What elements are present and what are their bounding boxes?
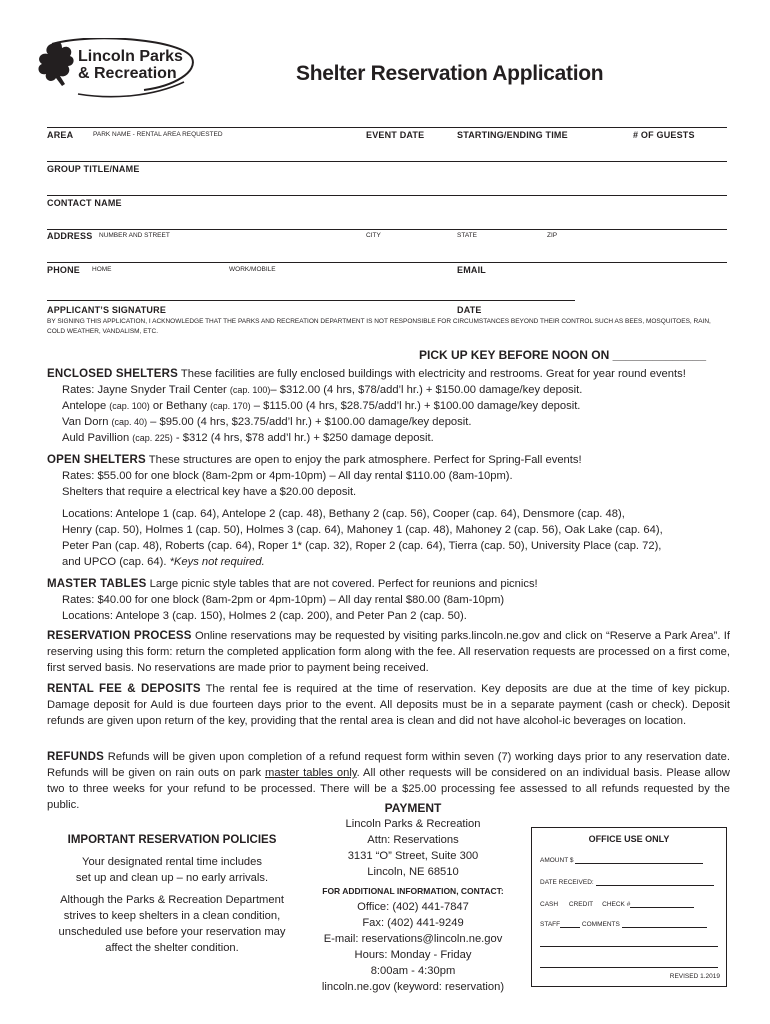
enclosed-section [47, 366, 730, 446]
fees-section [47, 681, 730, 729]
city-label: CITY [366, 232, 381, 239]
email-label: EMAIL [457, 265, 486, 275]
revised-date: REVISED 1.2019 [669, 973, 720, 980]
enclosed-intro: These facilities are fully enclosed buildings with electricity and restrooms. Great for year round events! [177, 368, 686, 380]
phone-label: PHONE [47, 265, 81, 275]
refunds-heading: REFUNDS [47, 751, 104, 763]
rule-address [47, 229, 727, 230]
office-rule-2 [540, 967, 718, 968]
rule-phone [47, 262, 727, 263]
policy-2d: affect the shelter condition. [105, 942, 239, 954]
policy-2c: unscheduled use before your reservation may [58, 926, 286, 938]
amount-field: AMOUNT $ [540, 857, 703, 864]
fees-text: The rental fee is required at the time of reservation. Key deposits are due at the time of key pickup. Damage deposit for Auld is due fourteen days prior to the event. All deposits must be in a separate payment (cash or check). Deposit refunds are given upon return of the key, providing that the rental area is clean and did not have alcohol-ic beverages on location. [47, 683, 730, 727]
oak-leaf-icon [39, 42, 74, 86]
start-end-time-label: STARTING/ENDING TIME [457, 130, 568, 140]
date-received-field: DATE RECEIVED: [540, 879, 714, 886]
master-section [47, 576, 730, 624]
master-locations: Locations: Antelope 3 (cap. 150), Holmes 2 (cap. 200), and Peter Pan 2 (cap. 50). [62, 610, 467, 622]
work-phone-label: WORK/MOBILE [229, 266, 276, 273]
address-label: ADDRESS [47, 231, 93, 241]
event-date-label: EVENT DATE [366, 130, 425, 140]
open-heading: OPEN SHELTERS [47, 454, 146, 466]
contact-info-heading: FOR ADDITIONAL INFORMATION, CONTACT: [322, 886, 504, 896]
office-phone: Office: (402) 441-7847 [357, 901, 469, 913]
payment-heading: PAYMENT [384, 801, 442, 815]
rule-group [47, 161, 727, 162]
guests-label: # OF GUESTS [633, 130, 695, 140]
pickup-key-notice: PICK UP KEY BEFORE NOON ON ______________ [419, 348, 707, 362]
refunds-text-2: . All other requests will be considered on an individual basis. Please allow two to three weeks for your refund to be processed. There will be a $25.00 processing fee assessed to all refunds requested by the public. [47, 767, 730, 811]
master-heading: MASTER TABLES [47, 578, 147, 590]
open-locations-1: Locations: Antelope 1 (cap. 64), Antelope 2 (cap. 48), Bethany 2 (cap. 56), Cooper (cap. 64), Densmore (cap. 48), [62, 508, 625, 520]
open-locations-2: Henry (cap. 50), Holmes 1 (cap. 50), Holmes 3 (cap. 64), Mahoney 1 (cap. 48), Mahoney 2 (cap. 56), Oak Lake (cap. 64), [62, 524, 663, 536]
enclosed-rate-4: Auld Pavillion (cap. 225) - $312 (4 hrs, $78 add’l hr.) + $250 damage deposit. [62, 432, 434, 444]
open-intro: These structures are open to enjoy the park atmosphere. Perfect for Spring-Fall events! [145, 454, 582, 466]
area-sub-label: PARK NAME - RENTAL AREA REQUESTED [93, 131, 223, 138]
payment-method-field: CASH CREDIT CHECK # [540, 901, 694, 908]
payment-section [303, 800, 523, 995]
rule-area [47, 127, 727, 128]
master-intro: Large picnic style tables that are not covered. Perfect for reunions and picnics! [146, 578, 538, 590]
area-label: AREA [47, 130, 74, 140]
policy-1b: set up and clean up – no early arrivals. [75, 872, 269, 884]
open-locations-4: and UPCO (cap. 64). *Keys not required. [62, 556, 265, 568]
payment-line-4: Lincoln, NE 68510 [367, 866, 459, 878]
fax-number: Fax: (402) 441-9249 [362, 917, 464, 929]
zip-label: ZIP [547, 232, 558, 239]
payment-line-1: Lincoln Parks & Recreation [345, 818, 481, 830]
policy-1a: Your designated rental time includes [82, 856, 262, 868]
policy-2b: strives to keep shelters in a clean condition, [63, 910, 281, 922]
signature-label: APPLICANT’S SIGNATURE [47, 305, 167, 315]
fees-heading: RENTAL FEE & DEPOSITS [47, 683, 201, 695]
process-text: Online reservations may be requested by visiting parks.lincoln.ne.gov and click on “Reserve a Park Area”. If reserving using this form: return the completed application form along with the fee. All reservation requests are processed on a first come, first served basis. No reservations are made prior to payment being received. [47, 630, 730, 674]
master-rate: Rates: $40.00 for one block (8am-2pm or 4pm-10pm) – All day rental $80.00 (8am-10pm) [62, 594, 505, 606]
enclosed-heading: ENCLOSED SHELTERS [47, 368, 178, 380]
rule-signature [47, 300, 575, 301]
group-label: GROUP TITLE/NAME [47, 164, 140, 174]
process-heading: RESERVATION PROCESS [47, 630, 192, 642]
rule-contact [47, 195, 727, 196]
payment-line-2: Attn: Reservations [367, 834, 459, 846]
office-use-title: OFFICE USE ONLY [588, 834, 670, 844]
payment-line-3: 3131 “O” Street, Suite 300 [347, 850, 479, 862]
org-line-1: Lincoln Parks [78, 48, 183, 65]
date-label: DATE [457, 305, 482, 315]
org-line-2: & Recreation [78, 65, 177, 82]
refunds-text-1: Refunds will be given upon completion of a refund request form within seven (7) working days prior to any reservation date. Refunds will be given on rain outs on park [47, 751, 730, 779]
office-hours: Hours: Monday - Friday [354, 949, 472, 961]
enclosed-rate-3: Van Dorn (cap. 40) – $95.00 (4 hrs, $23.75/add’l hr.) + $100.00 damage/key deposit. [62, 416, 472, 428]
home-phone-label: HOME [92, 266, 112, 273]
contact-email: E-mail: reservations@lincoln.ne.gov [323, 933, 503, 945]
open-key-deposit: Shelters that require a electrical key have a $20.00 deposit. [62, 486, 357, 498]
policy-2a: Although the Parks & Recreation Department [60, 894, 284, 906]
policies-heading: IMPORTANT RESERVATION POLICIES [67, 834, 277, 846]
disclaimer: BY SIGNING THIS APPLICATION, I ACKNOWLEDGE THAT THE PARKS AND RECREATION DEPARTMENT IS NOT RESPONSIBLE FOR CIRCUMSTANCES BEYOND THEIR CONTROL SUCH AS BEES, MOSQUITOES, RAIN, COLD WEATHER, VANDALISM, ETC. [47, 318, 711, 335]
org-name [78, 48, 183, 82]
enclosed-rate-2: Antelope (cap. 100) or Bethany (cap. 170) – $115.00 (4 hrs, $28.75/add’l hr.) + $100.00 damage/key deposit. [62, 400, 581, 412]
contact-label: CONTACT NAME [47, 198, 122, 208]
enclosed-rate-1: Rates: Jayne Snyder Trail Center (cap. 100)– $312.00 (4 hrs, $78/add’l hr.) + $150.00 damage/key deposit. [62, 384, 583, 396]
page-title: Shelter Reservation Application [296, 62, 604, 85]
address-sub-label: NUMBER AND STREET [99, 232, 170, 239]
website: lincoln.ne.gov (keyword: reservation) [321, 981, 505, 993]
office-rule-1 [540, 946, 718, 947]
master-tables-emphasis: master tables only [265, 767, 357, 779]
open-rate: Rates: $55.00 for one block (8am-2pm or 4pm-10pm) – All day rental $110.00 (8am-10pm). [62, 470, 513, 482]
staff-comments-field: STAFF COMMENTS [540, 921, 707, 928]
office-use-box [531, 827, 727, 987]
policies-section [47, 832, 297, 956]
process-section [47, 628, 730, 676]
office-times: 8:00am - 4:30pm [370, 965, 456, 977]
state-label: STATE [457, 232, 477, 239]
open-locations-3: Peter Pan (cap. 48), Roberts (cap. 64), Roper 1* (cap. 32), Roper 2 (cap. 64), Tierra (cap. 50), University Place (cap. 72), [62, 540, 662, 552]
open-section [47, 452, 730, 570]
